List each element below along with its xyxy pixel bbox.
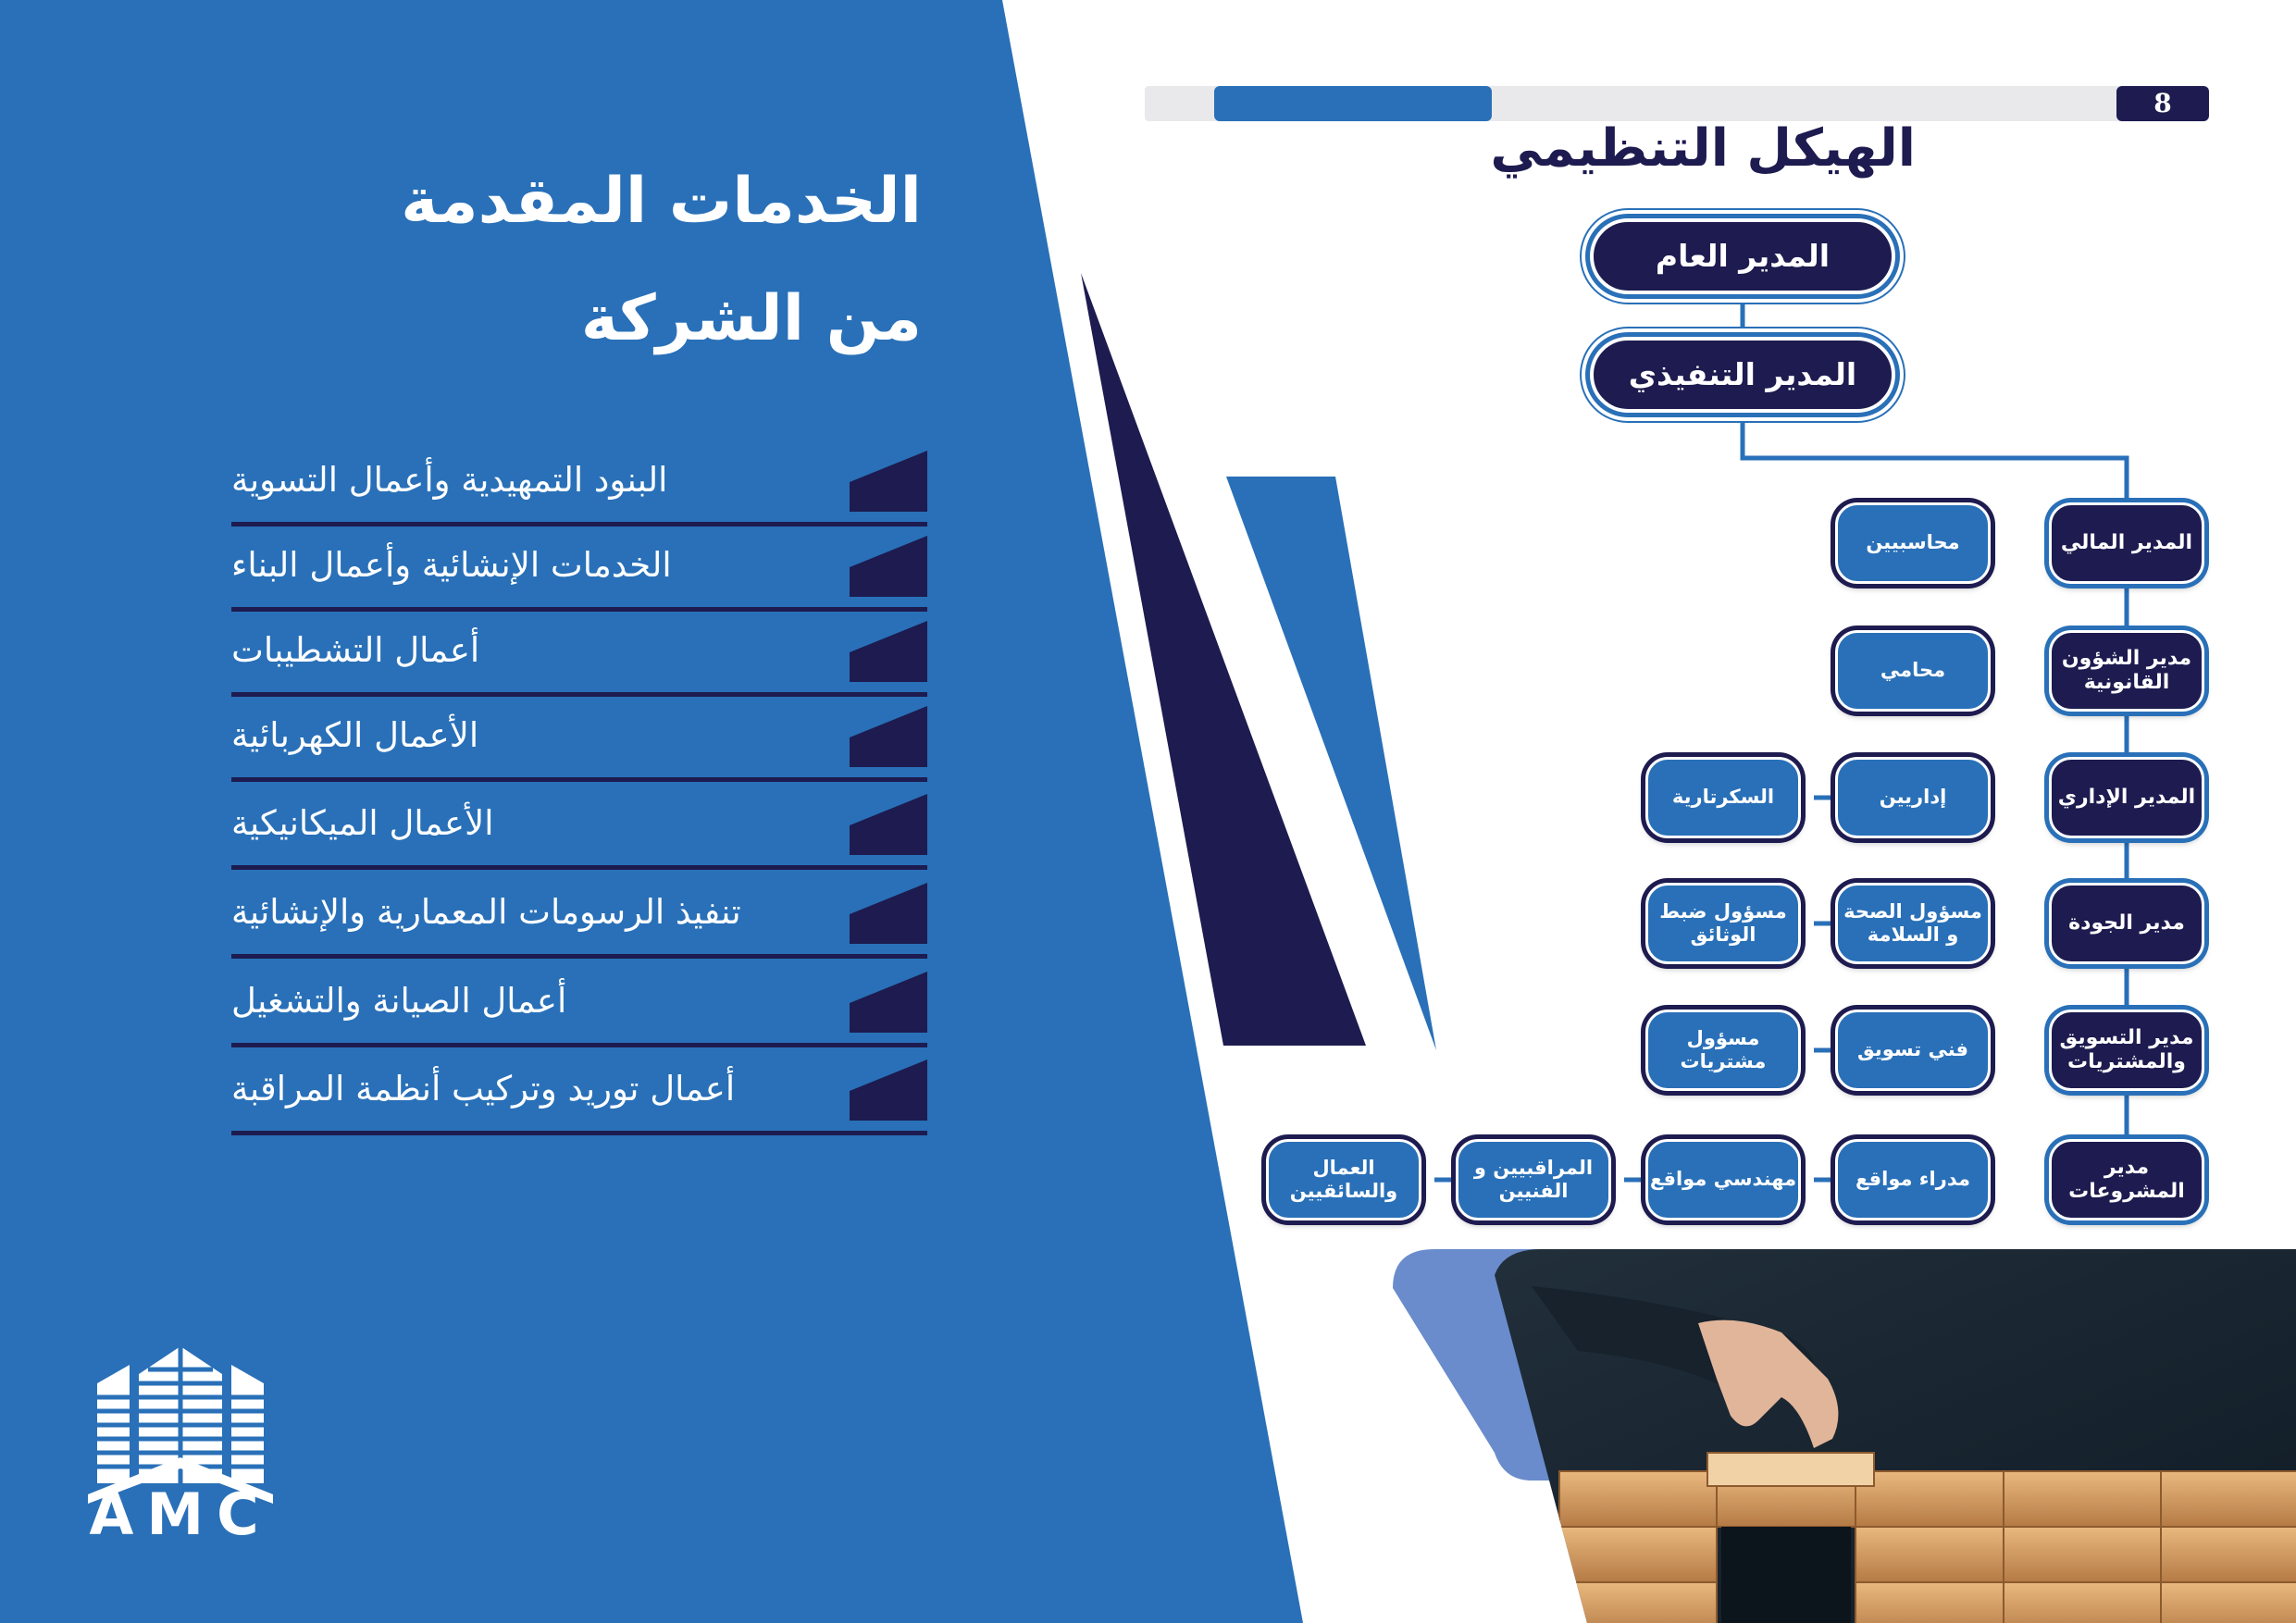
org-node-staff: محاسبيين [1835, 502, 1991, 584]
org-node-staff: المراقبيين و الفنيين [1456, 1139, 1611, 1220]
service-item-label: الأعمال الميكانيكية [231, 803, 494, 843]
service-item-label: أعمال توريد وتركيب أنظمة المراقبة [231, 1069, 736, 1109]
org-chart-title: الهيكل التنظيمي [1490, 118, 1916, 179]
org-node-staff: إداريين [1835, 757, 1991, 838]
org-node-staff: العمال والسائقيين [1266, 1139, 1421, 1220]
org-node-staff: مسؤول ضبط الوثائق [1645, 883, 1801, 964]
service-item-label: أعمال الصيانة والتشغيل [231, 981, 567, 1021]
org-node-staff: فني تسويق [1835, 1010, 1991, 1091]
org-node-staff: مدراء مواقع [1835, 1139, 1991, 1220]
page-number: 8 [2116, 86, 2209, 121]
org-node-department-head: المدير المالي [2049, 502, 2204, 584]
org-node-staff: مسؤول مشتريات [1645, 1010, 1801, 1091]
org-node-executive-manager: المدير التنفيذي [1590, 337, 1895, 413]
services-title-line2: من الشركة [580, 282, 922, 355]
org-node-staff: مسؤول الصحة و السلامة [1835, 883, 1991, 964]
org-node-department-head: المدير الإداري [2049, 757, 2204, 838]
org-node-staff: مهندسي مواقع [1645, 1139, 1801, 1220]
org-node-staff: محامي [1835, 630, 1991, 712]
org-node-department-head: مدير المشروعات [2049, 1139, 2204, 1220]
org-node-general-manager: المدير العام [1590, 218, 1895, 294]
service-item-label: تنفيذ الرسومات المعمارية والإنشائية [231, 892, 741, 932]
org-node-department-head: مدير الشؤون القانونية [2049, 630, 2204, 712]
hand-placing-block-photo [1393, 1249, 2296, 1623]
service-item-label: الأعمال الكهربائية [231, 715, 479, 755]
services-title-line1: الخدمات المقدمة [401, 165, 922, 238]
org-node-department-head: مدير التسويق والمشتريات [2049, 1010, 2204, 1091]
service-item-label: أعمال التشطيبات [231, 630, 480, 670]
org-node-department-head: مدير الجودة [2049, 883, 2204, 964]
org-node-staff: السكرتارية [1645, 757, 1801, 838]
logo-text: AMC [89, 1481, 272, 1548]
service-item-label: الخدمات الإنشائية وأعمال البناء [231, 545, 672, 585]
service-item-label: البنود التمهيدية وأعمال التسوية [231, 460, 668, 500]
